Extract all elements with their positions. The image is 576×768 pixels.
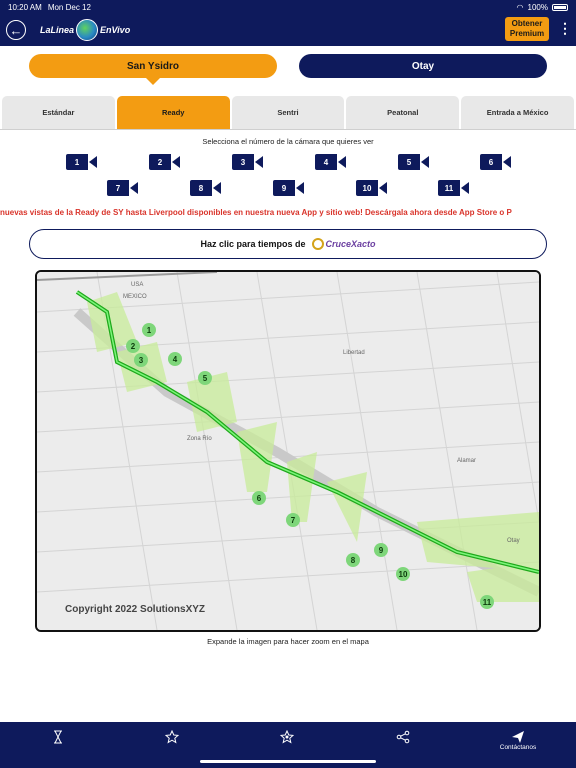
lane-tabs — [0, 96, 576, 129]
video-camera-icon — [503, 156, 511, 168]
camera-number: 1 — [66, 154, 88, 170]
route-map[interactable] — [35, 270, 541, 632]
camera-number: 7 — [107, 180, 129, 196]
status-bar — [0, 0, 576, 14]
arrow-left-icon: ← — [9, 22, 23, 38]
crucexacto-logo — [312, 238, 376, 250]
map-marker-label: 2 — [130, 342, 136, 351]
camera-button-3[interactable] — [232, 154, 268, 170]
battery-icon — [552, 4, 568, 11]
otay-button[interactable]: Otay — [299, 54, 547, 78]
map-canvas — [37, 272, 539, 630]
home-indicator — [200, 760, 376, 763]
hourglass-icon — [51, 730, 65, 744]
camera-number: 8 — [190, 180, 212, 196]
map-marker-label: 8 — [350, 556, 356, 565]
camera-button-4[interactable] — [315, 154, 351, 170]
map-hint: Expande la imagen para hacer zoom en el mapa — [207, 637, 369, 646]
more-vertical-icon[interactable]: ⋮ — [558, 20, 572, 36]
video-camera-icon — [130, 182, 138, 194]
camera-button-8[interactable] — [190, 180, 226, 196]
tabs-divider — [0, 129, 576, 130]
camera-button-2[interactable] — [149, 154, 185, 170]
tab-entrada-mexico[interactable]: Entrada a México — [461, 96, 574, 129]
news-ticker: nuevas vistas de la Ready de SY hasta Liverpool disponibles en nuestra nueva App y sitio web! Descárgala ahora desde App Store o P — [0, 208, 512, 217]
camera-button-9[interactable] — [273, 180, 309, 196]
map-place-label: Alamar — [457, 458, 477, 464]
video-camera-icon — [461, 182, 469, 194]
back-button[interactable] — [6, 20, 26, 40]
nav-bar — [0, 14, 576, 46]
map-marker-label: 5 — [202, 374, 208, 383]
camera-prompt: Selecciona el número de la cámara que quieres ver — [202, 137, 374, 146]
camera-number: 11 — [438, 180, 460, 196]
premium-button[interactable]: Obtener Premium — [505, 17, 549, 41]
map-place-label: MEXICO — [123, 294, 147, 300]
camera-button-10[interactable] — [356, 180, 392, 196]
share-button[interactable] — [373, 730, 433, 756]
camera-number: 9 — [273, 180, 295, 196]
globe-icon — [76, 19, 98, 41]
favorite-button[interactable] — [142, 730, 202, 756]
map-place-label: USA — [131, 282, 144, 288]
map-marker-label: 6 — [256, 494, 262, 503]
status-time: 10:20 AM — [8, 2, 42, 12]
camera-number: 6 — [480, 154, 502, 170]
crucexacto-logo-icon — [312, 238, 324, 250]
camera-number: 3 — [232, 154, 254, 170]
video-camera-icon — [338, 156, 346, 168]
tab-ready[interactable]: Ready — [117, 96, 230, 129]
wifi-icon: ◠ — [516, 2, 524, 12]
video-camera-icon — [255, 156, 263, 168]
video-camera-icon — [379, 182, 387, 194]
map-place-label: Otay — [507, 538, 520, 544]
map-copyright: Copyright 2022 SolutionsXYZ — [65, 604, 206, 615]
camera-button-6[interactable] — [480, 154, 516, 170]
contact-label: Contáctanos — [499, 744, 537, 751]
logo-text-left: LaLinea — [40, 25, 75, 35]
camera-number: 5 — [398, 154, 420, 170]
camera-button-1[interactable] — [66, 154, 102, 170]
camera-number: 2 — [149, 154, 171, 170]
tab-sentri[interactable]: Sentri — [232, 96, 345, 129]
crucexacto-button[interactable] — [29, 229, 547, 259]
map-marker-label: 3 — [138, 356, 144, 365]
map-marker-label: 4 — [172, 355, 178, 364]
map-marker-label: 1 — [146, 326, 152, 335]
star-icon — [165, 730, 179, 744]
tab-estandar[interactable]: Estándar — [2, 96, 115, 129]
battery-label: 100% — [527, 2, 548, 12]
camera-button-5[interactable] — [398, 154, 434, 170]
map-marker-label: 7 — [290, 516, 296, 525]
video-camera-icon — [421, 156, 429, 168]
share-icon — [396, 730, 410, 744]
tab-peatonal[interactable]: Peatonal — [346, 96, 459, 129]
map-marker-label: 9 — [378, 546, 384, 555]
crucexacto-label: Haz clic para tiempos de — [200, 239, 306, 249]
timer-button[interactable] — [28, 730, 88, 756]
san-ysidro-button[interactable]: San Ysidro — [29, 54, 277, 78]
rate-button[interactable] — [257, 730, 317, 756]
video-camera-icon — [296, 182, 304, 194]
video-camera-icon — [172, 156, 180, 168]
camera-number: 4 — [315, 154, 337, 170]
video-camera-icon — [89, 156, 97, 168]
camera-button-11[interactable] — [438, 180, 474, 196]
camera-number: 10 — [356, 180, 378, 196]
camera-button-7[interactable] — [107, 180, 143, 196]
send-icon — [511, 730, 525, 744]
map-place-label: Zona Río — [187, 436, 212, 442]
star-badge-icon — [280, 730, 294, 744]
app-logo — [40, 19, 130, 41]
video-camera-icon — [213, 182, 221, 194]
map-marker-label: 11 — [482, 598, 492, 607]
logo-text-right: EnVivo — [100, 25, 131, 35]
map-place-label: Libertad — [343, 350, 365, 356]
crucexacto-brand: CruceXacto — [325, 239, 376, 249]
status-date: Mon Dec 12 — [47, 2, 91, 12]
contact-button[interactable] — [488, 730, 548, 756]
map-marker-label: 10 — [398, 570, 408, 579]
crossing-selector — [0, 46, 576, 88]
